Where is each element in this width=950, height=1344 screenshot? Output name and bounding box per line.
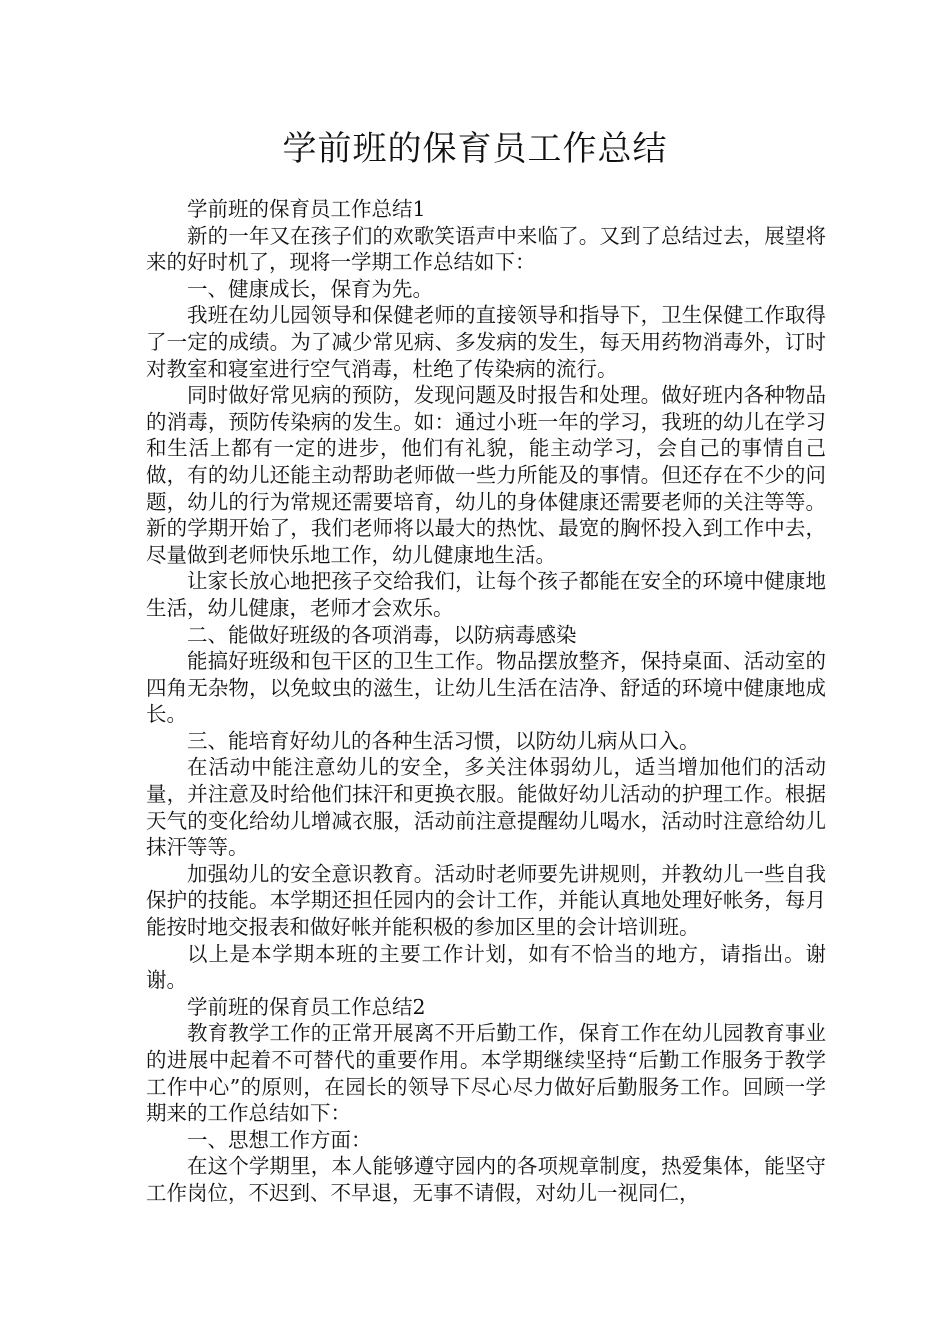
section-heading: 学前班的保育员工作总结1 (187, 197, 426, 221)
paragraph: 以上是本学期本班的主要工作计划，如有不恰当的地方，请指出。谢谢。 (146, 941, 826, 993)
paragraph: 新的一年又在孩子们的欢歌笑语声中来临了。又到了总结过去，展望将来的好时机了，现将一学期工作总结如下： (146, 223, 826, 275)
section-heading: 学前班的保育员工作总结2 (187, 994, 426, 1019)
paragraph: 能搞好班级和包干区的卫生工作。物品摆放整齐，保持桌面、活动室的四角无杂物，以免蚊虫的滋生，让幼儿生活在洁净、舒适的环境中健康地成长。 (146, 649, 826, 727)
document-title: 学前班的保育员工作总结 (282, 129, 668, 169)
subsection-heading: 一、健康成长，保育为先。 (187, 276, 433, 301)
paragraph: 同时做好常见病的预防，发现问题及时报告和处理。做好班内各种物品的消毒，预防传染病的发生。如：通过小班一年的学习，我班的幼儿在学习和生活上都有一定的进步，他们有礼貌，能主动学习，会自己的事情自己做，有的幼儿还能主动帮助老师做一些力所能及的事情。但还存在不少的问题，幼儿的行为常规还需要培育，幼儿的身体健康还需要老师的关注等等。新的学期开始了，我们老师将以最大的热忱、最宽的胸怀投入到工作中去，尽量做到老师快乐地工作，幼儿健康地生活。 (146, 383, 826, 567)
paragraph: 我班在幼儿园领导和保健老师的直接领导和指导下，卫生保健工作取得了一定的成绩。为了减少常见病、多发病的发生，每天用药物消毒外，订时对教室和寝室进行空气消毒，杜绝了传染病的流行。 (146, 303, 826, 381)
paragraph: 在这个学期里，本人能够遵守园内的各项规章制度，热爱集体，能坚守工作岗位，不迟到、不早退，无事不请假，对幼儿一视同仁， (146, 1154, 826, 1205)
paragraph: 加强幼儿的安全意识教育。活动时老师要先讲规则，并教幼儿一些自我保护的技能。本学期还担任园内的会计工作，并能认真地处理好帐务，每月能按时地交报表和做好帐并能积极的参加区里的会计培训班。 (146, 861, 826, 940)
paragraph: 在活动中能注意幼儿的安全，多关注体弱幼儿，适当增加他们的活动量，并注意及时给他们抹汗和更换衣服。能做好幼儿活动的护理工作。根据天气的变化给幼儿增减衣服，活动前注意提醒幼儿喝水，活动时注意给幼儿抹汗等等。 (146, 755, 826, 860)
document-body (146, 196, 826, 1207)
paragraph: 让家长放心地把孩子交给我们，让每个孩子都能在安全的环境中健康地生活，幼儿健康，老师才会欢乐。 (146, 569, 826, 620)
subsection-heading: 二、能做好班级的各项消毒，以防病毒感染 (187, 622, 577, 647)
subsection-heading: 一、思想工作方面： (187, 1127, 372, 1152)
subsection-heading: 三、能培育好幼儿的各种生活习惯，以防幼儿病从口入。 (187, 728, 700, 753)
paragraph: 教育教学工作的正常开展离不开后勤工作，保育工作在幼儿园教育事业的进展中起着不可替代的重要作用。本学期继续坚持“后勤工作服务于教学工作中心”的原则，在园长的领导下尽心尽力做好后勤服务工作。回顾一学期来的工作总结如下： (146, 1021, 826, 1126)
